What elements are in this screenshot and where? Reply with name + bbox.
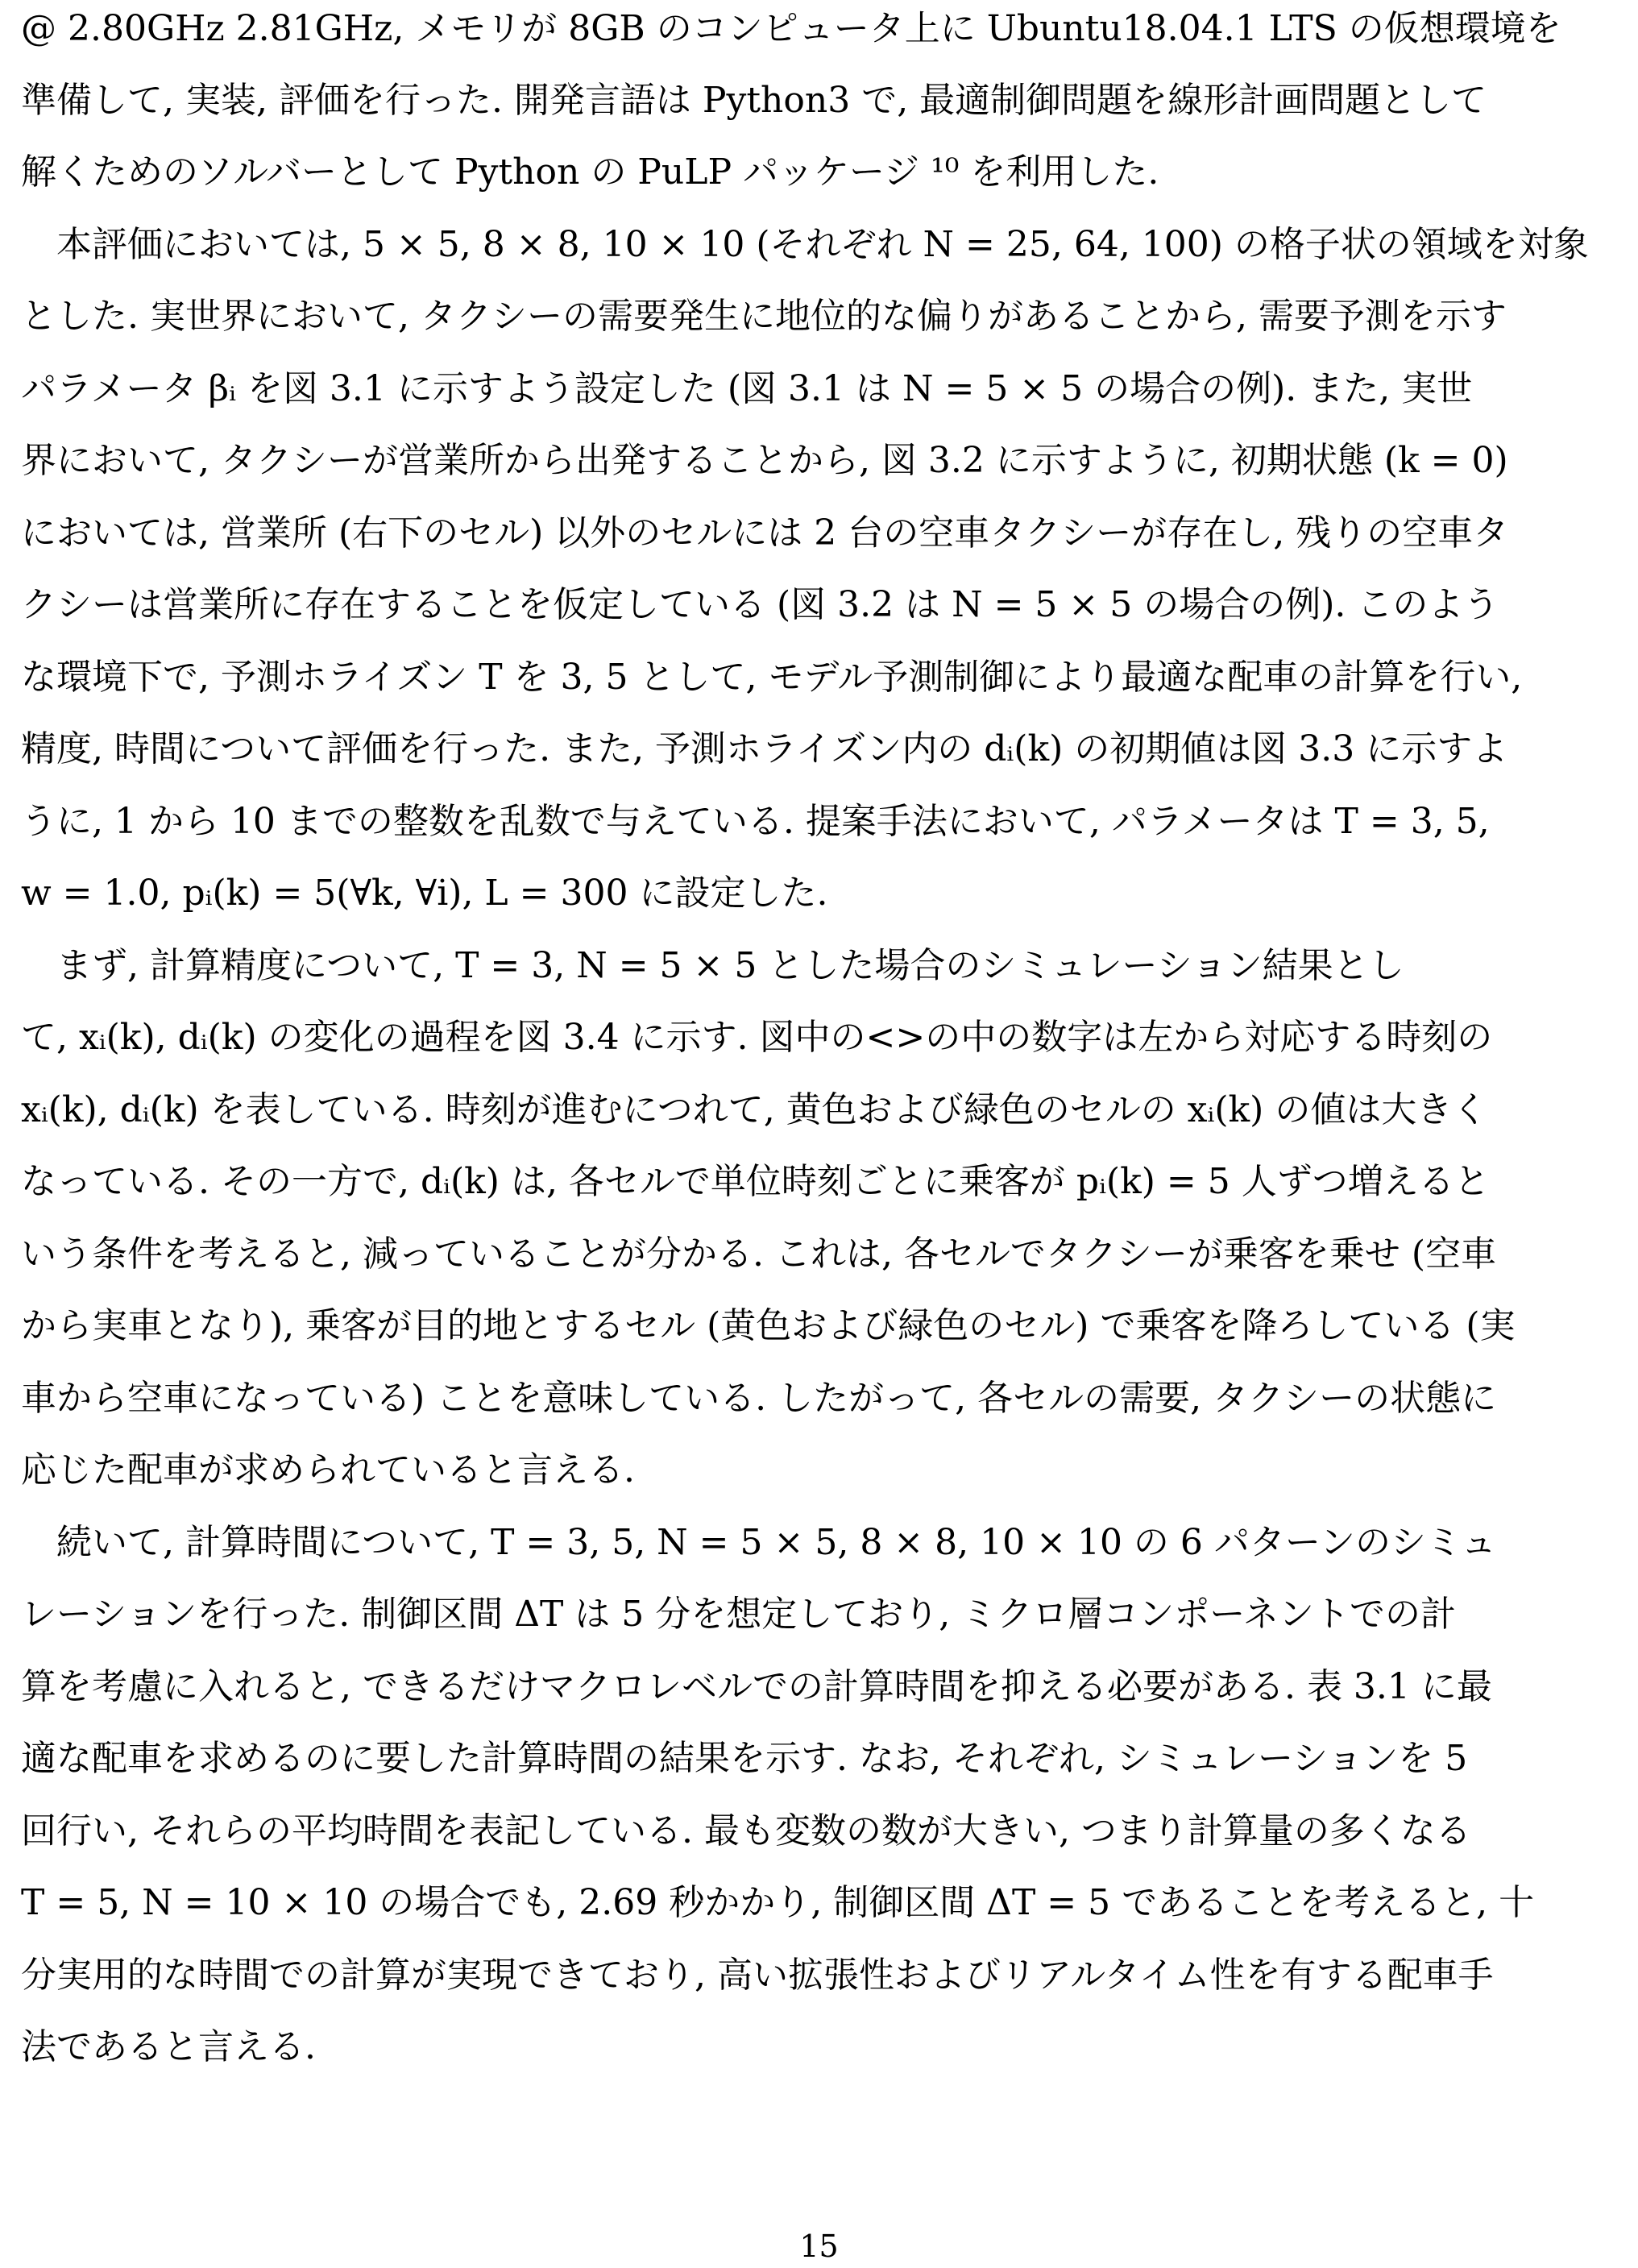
text-line: xᵢ(k), dᵢ(k) を表している. 時刻が進むにつれて, 黄色および緑色のセルの xᵢ(k) の値は大きく [21,1089,1488,1130]
text-line: 応じた配車が求められていると言える. [21,1449,635,1491]
text-line: @ 2.80GHz 2.81GHz, メモリが 8GB のコンピュータ上に Ubuntu18.04.1 LTS の仮想環境を [21,8,1561,49]
text-line: 分実用的な時間での計算が実現できており, 高い拡張性およびリアルタイム性を有する配車手 [21,1955,1494,1996]
text-line: においては, 営業所 (右下のセル) 以外のセルには 2 台の空車タクシーが存在し, 残りの空車タ [21,512,1509,554]
page-number: 15 [799,2229,839,2264]
text-line: いう条件を考えると, 減っていることが分かる. これは, 各セルでタクシーが乗客を乗せ (空車 [21,1234,1497,1275]
text-line: w = 1.0, pᵢ(k) = 5(∀k, ∀i), L = 300 に設定した. [21,873,828,914]
text-line: 本評価においては, 5 × 5, 8 × 8, 10 × 10 (それぞれ N = 25, 64, 100) の格子状の領域を対象 [21,224,1589,265]
text-line: なっている. その一方で, dᵢ(k) は, 各セルで単位時刻ごとに乗客が pᵢ(k) = 5 人ずつ増えると [21,1161,1490,1202]
text-line: クシーは営業所に存在することを仮定している (図 3.2 は N = 5 × 5 の場合の例). このよう [21,584,1499,625]
text-line: な環境下で, 予測ホライズン T を 3, 5 として, モデル予測制御により最適な配車の計算を行い, [21,657,1523,698]
text-line: パラメータ βᵢ を図 3.1 に示すよう設定した (図 3.1 は N = 5 × 5 の場合の例). また, 実世 [21,368,1473,409]
text-line: 続いて, 計算時間について, T = 3, 5, N = 5 × 5, 8 × 8, 10 × 10 の 6 パターンのシミュ [21,1522,1497,1563]
text-line: 界において, タクシーが営業所から出発することから, 図 3.2 に示すように, 初期状態 (k = 0) [21,440,1508,481]
text-line: まず, 計算精度について, T = 3, N = 5 × 5 とした場合のシミュレーション結果とし [21,945,1404,986]
text-line: 回行い, それらの平均時間を表記している. 最も変数の数が大きい, つまり計算量の多くなる [21,1810,1471,1851]
text-line: 精度, 時間について評価を行った. また, 予測ホライズン内の dᵢ(k) の初期値は図 3.3 に示すよ [21,728,1508,769]
text-line: 算を考慮に入れると, できるだけマクロレベルでの計算時間を抑える必要がある. 表 3.1 に最 [21,1666,1492,1707]
text-line: うに, 1 から 10 までの整数を乱数で与えている. 提案手法において, パラメータは T = 3, 5, [21,801,1490,842]
text-line: て, xᵢ(k), dᵢ(k) の変化の過程を図 3.4 に示す. 図中の<>の中の数字は左から対応する時刻の [21,1017,1493,1058]
text-line: から実車となり), 乗客が目的地とするセル (黄色および緑色のセル) で乗客を降ろしている (実 [21,1305,1516,1346]
text-line: とした. 実世界において, タクシーの需要発生に地位的な偏りがあることから, 需要予測を示す [21,296,1507,337]
text-line: T = 5, N = 10 × 10 の場合でも, 2.69 秒かかり, 制御区間 ΔT = 5 であることを考えると, 十 [21,1882,1535,1923]
text-line: 解くためのソルバーとして Python の PuLP パッケージ ¹⁰ を利用した. [21,151,1159,193]
text-line: レーションを行った. 制御区間 ΔT は 5 分を想定しており, ミクロ層コンポーネントでの計 [21,1594,1457,1635]
text-line: 法であると言える. [21,2026,316,2067]
text-line: 適な配車を求めるのに要した計算時間の結果を示す. なお, それぞれ, シミュレーションを 5 [21,1738,1468,1779]
text-line: 準備して, 実装, 評価を行った. 開発言語は Python3 で, 最適制御問題を線形計画問題として [21,80,1487,121]
text-line: 車から空車になっている) ことを意味している. したがって, 各セルの需要, タクシーの状態に [21,1378,1497,1419]
